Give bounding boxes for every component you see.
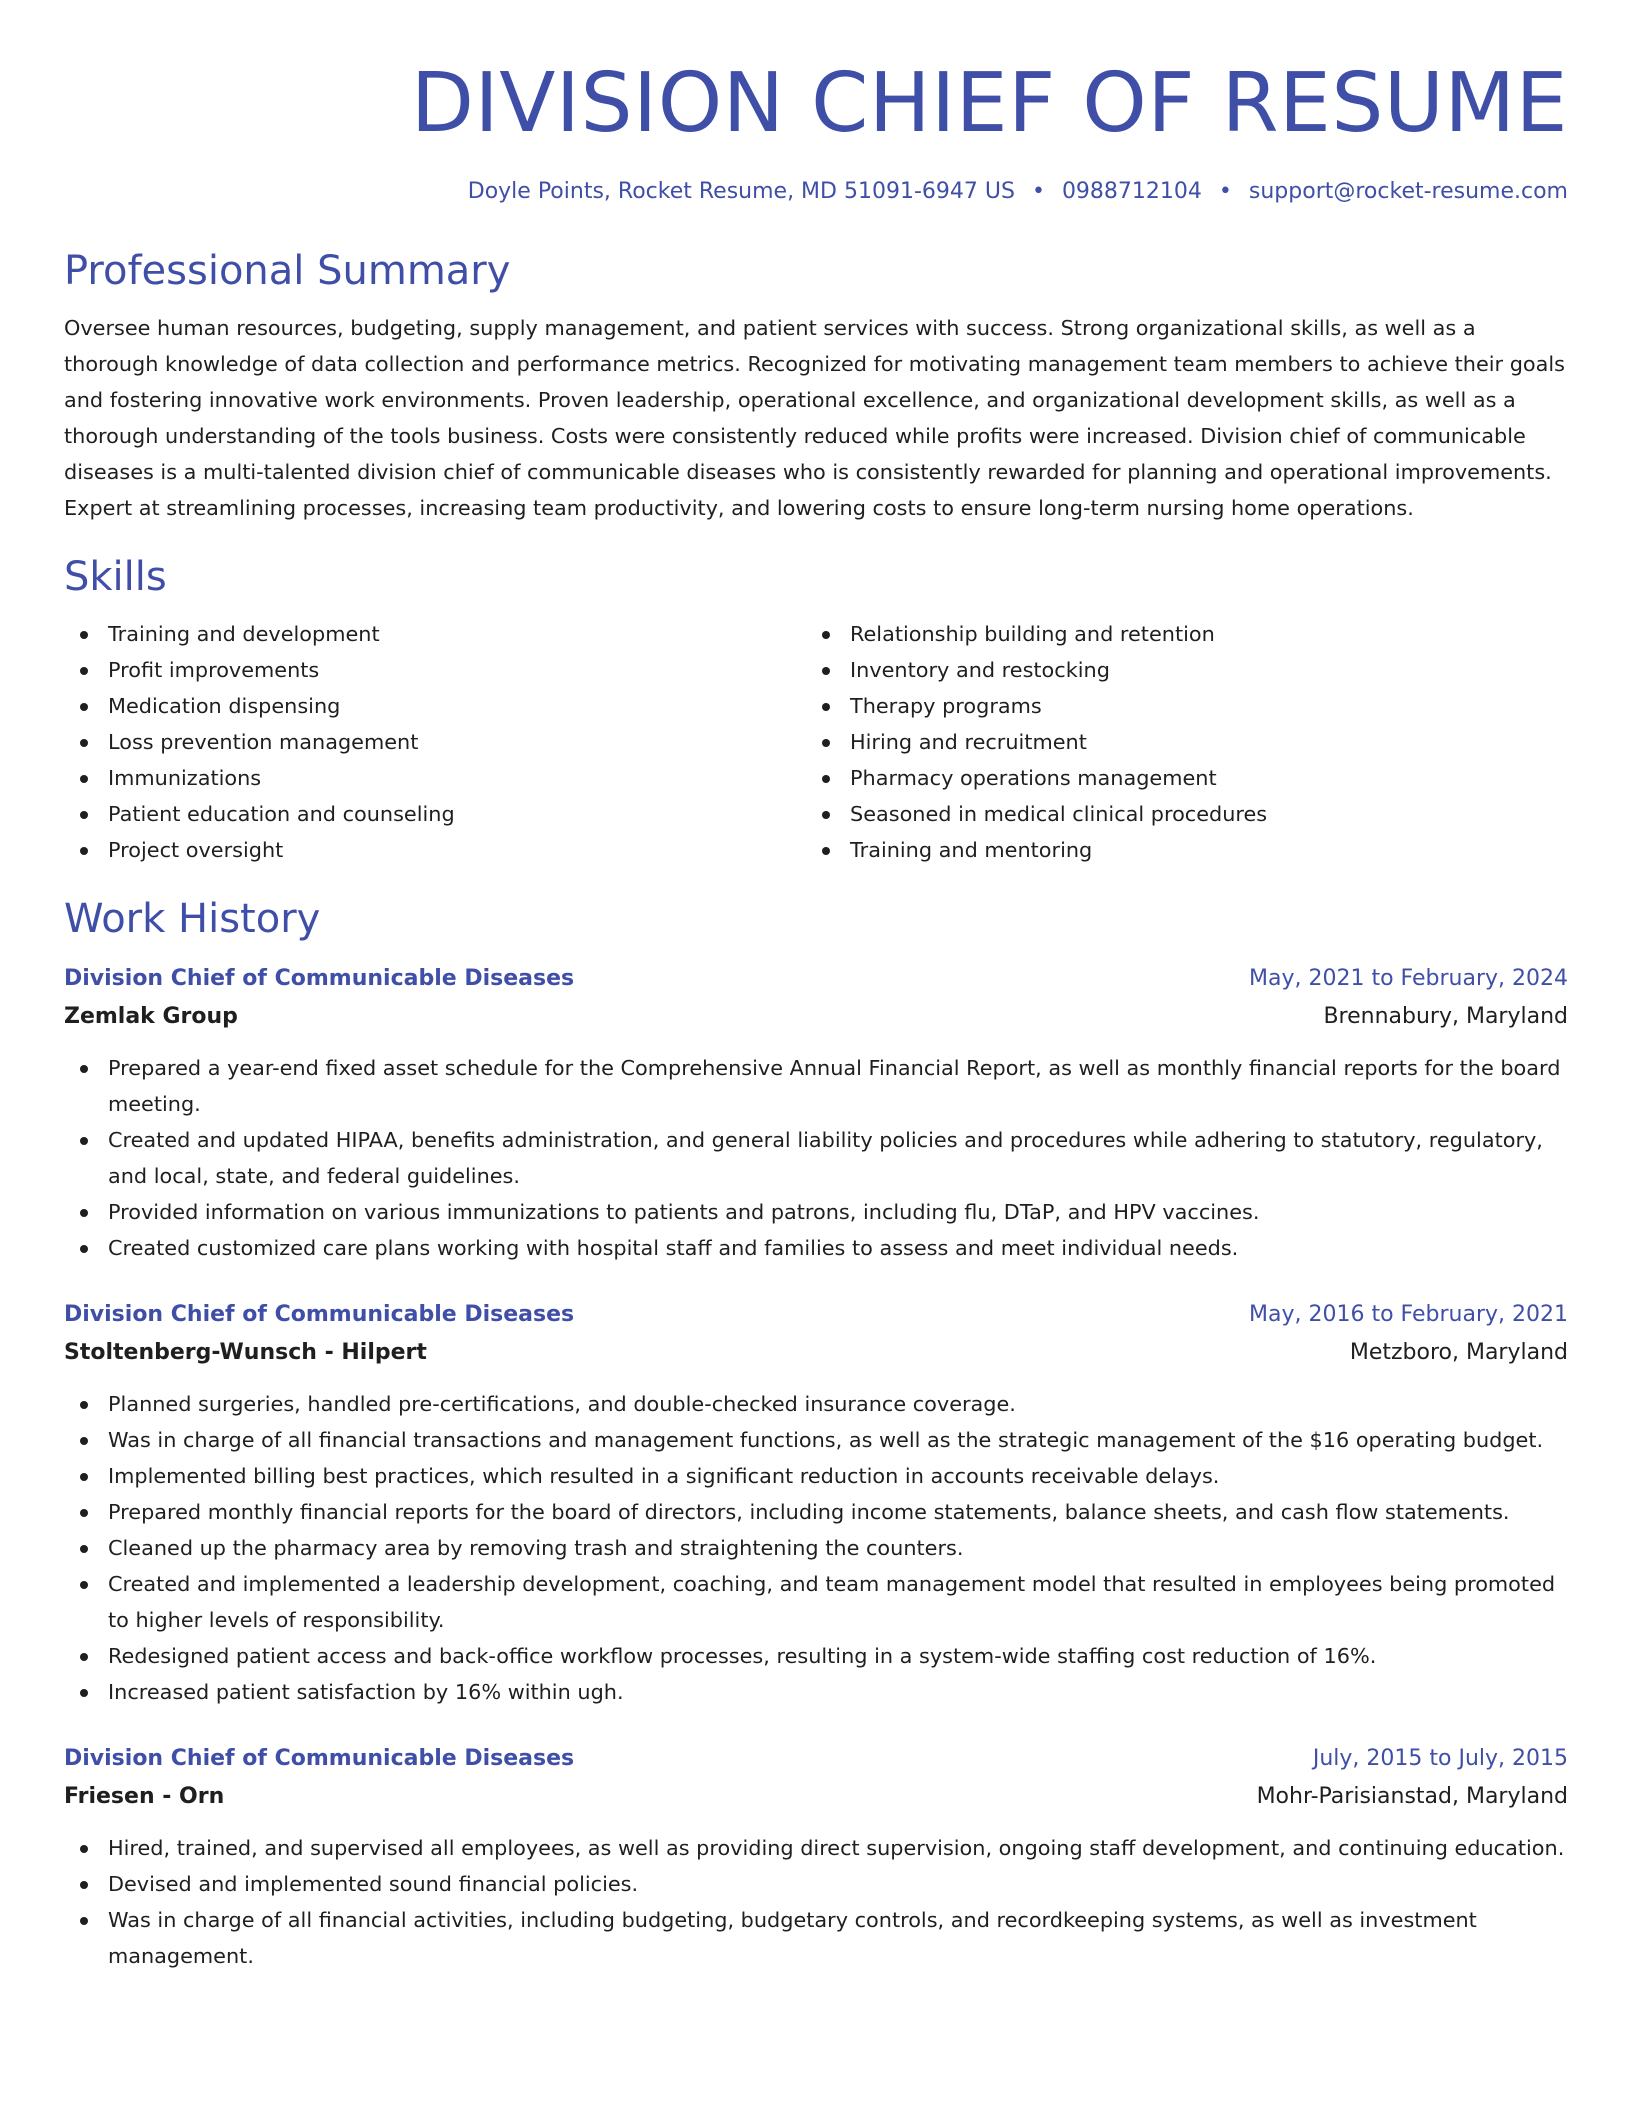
skill-item: Relationship building and retention (806, 616, 1568, 652)
job-bullet: Created and updated HIPAA, benefits administration, and general liability policies and procedures while adhering to statutory, regulatory, and local, state, and federal guidelines. (64, 1122, 1568, 1194)
skill-item: Training and mentoring (806, 832, 1568, 868)
job-bullet: Was in charge of all financial transactions and management functions, as well as the strategic management of the $16 operating budget. (64, 1422, 1568, 1458)
skills-list-left (64, 616, 806, 868)
job-dates: May, 2021 to February, 2024 (1249, 966, 1568, 991)
skill-item: Inventory and restocking (806, 652, 1568, 688)
job-company: Stoltenberg-Wunsch - Hilpert (64, 1340, 427, 1365)
job-bullet: Prepared monthly financial reports for the board of directors, including income statements, balance sheets, and cash flow statements. (64, 1494, 1568, 1530)
contact-address: Doyle Points, Rocket Resume, MD 51091-6947 US (467, 179, 1015, 204)
skill-item: Training and development (64, 616, 806, 652)
resume-name: DIVISION CHIEF OF RESUME (410, 56, 1568, 151)
contact-separator: • (1218, 179, 1232, 204)
skill-item: Immunizations (64, 760, 806, 796)
job-bullets (64, 1050, 1568, 1266)
skill-item: Seasoned in medical clinical procedures (806, 796, 1568, 832)
skill-item: Pharmacy operations management (806, 760, 1568, 796)
skill-item: Patient education and counseling (64, 796, 806, 832)
job-dates: July, 2015 to July, 2015 (1312, 1746, 1568, 1771)
contact-line (64, 176, 1568, 208)
job-bullet: Prepared a year-end fixed asset schedule for the Comprehensive Annual Financial Report, as well as monthly financial reports for the board meeting. (64, 1050, 1568, 1122)
job-company: Friesen - Orn (64, 1784, 225, 1809)
skill-item: Therapy programs (806, 688, 1568, 724)
job-bullet: Provided information on various immunizations to patients and patrons, including flu, DTaP, and HPV vaccines. (64, 1194, 1568, 1230)
job-location: Brennabury, Maryland (1323, 1004, 1568, 1029)
job-bullet: Was in charge of all financial activities, including budgeting, budgetary controls, and recordkeeping systems, as well as investment management. (64, 1902, 1568, 1974)
skills-columns (64, 616, 1568, 868)
skills-list-right (806, 616, 1568, 868)
contact-phone: 0988712104 (1061, 179, 1202, 204)
job-bullet: Cleaned up the pharmacy area by removing trash and straightening the counters. (64, 1530, 1568, 1566)
job-bullet: Created and implemented a leadership development, coaching, and team management model that resulted in employees being promoted to higher levels of responsibility. (64, 1566, 1568, 1638)
job-dates: May, 2016 to February, 2021 (1249, 1302, 1568, 1327)
skill-item: Loss prevention management (64, 724, 806, 760)
job-bullet: Implemented billing best practices, which resulted in a significant reduction in accounts receivable delays. (64, 1458, 1568, 1494)
job-title: Division Chief of Communicable Diseases (64, 1746, 575, 1771)
job-company: Zemlak Group (64, 1004, 238, 1029)
job-title: Division Chief of Communicable Diseases (64, 966, 575, 991)
job-employer (64, 1778, 1568, 1816)
resume-page (64, 0, 1568, 1974)
job-bullets (64, 1386, 1568, 1710)
contact-separator: • (1031, 179, 1045, 204)
work-history-heading: Work History (64, 896, 321, 942)
job-employer (64, 998, 1568, 1036)
skills-heading: Skills (64, 554, 167, 600)
job-entry (64, 960, 1568, 1266)
job-entry (64, 1740, 1568, 1974)
job-location: Metzboro, Maryland (1349, 1340, 1568, 1365)
job-title: Division Chief of Communicable Diseases (64, 1302, 575, 1327)
job-header (64, 1740, 1568, 1778)
job-bullet: Redesigned patient access and back-office workflow processes, resulting in a system-wide staffing cost reduction of 16%. (64, 1638, 1568, 1674)
job-bullet: Planned surgeries, handled pre-certifications, and double-checked insurance coverage. (64, 1386, 1568, 1422)
skill-item: Profit improvements (64, 652, 806, 688)
job-location: Mohr-Parisianstad, Maryland (1256, 1784, 1568, 1809)
skill-item: Hiring and recruitment (806, 724, 1568, 760)
job-header (64, 960, 1568, 998)
job-bullet: Increased patient satisfaction by 16% within ugh. (64, 1674, 1568, 1710)
contact-email[interactable]: support@rocket-resume.com (1248, 179, 1568, 204)
job-bullets (64, 1830, 1568, 1974)
skill-item: Medication dispensing (64, 688, 806, 724)
summary-text: Oversee human resources, budgeting, supply management, and patient services with success. Strong organizational skills, as well as a thorough knowledge of data collection and performance metrics. Recognized for motivating management team members to achieve their goals and fostering innovative work environments. Proven leadership, operational excellence, and organizational development skills, as well as a thorough understanding of the tools business. Costs were consistently reduced while profits were increased. Division chief of communicable diseases is a multi-talented division chief of communicable diseases who is consistently rewarded for planning and operational improvements. Expert at streamlining processes, increasing team productivity, and lowering costs to ensure long-term nursing home operations. (64, 316, 1565, 520)
job-entry (64, 1296, 1568, 1710)
skill-item: Project oversight (64, 832, 806, 868)
job-header (64, 1296, 1568, 1334)
job-employer (64, 1334, 1568, 1372)
job-bullet: Created customized care plans working with hospital staff and families to assess and meet individual needs. (64, 1230, 1568, 1266)
job-bullet: Devised and implemented sound financial policies. (64, 1866, 1568, 1902)
job-bullet: Hired, trained, and supervised all employees, as well as providing direct supervision, ongoing staff development, and continuing education. (64, 1830, 1568, 1866)
summary-heading: Professional Summary (64, 248, 511, 294)
